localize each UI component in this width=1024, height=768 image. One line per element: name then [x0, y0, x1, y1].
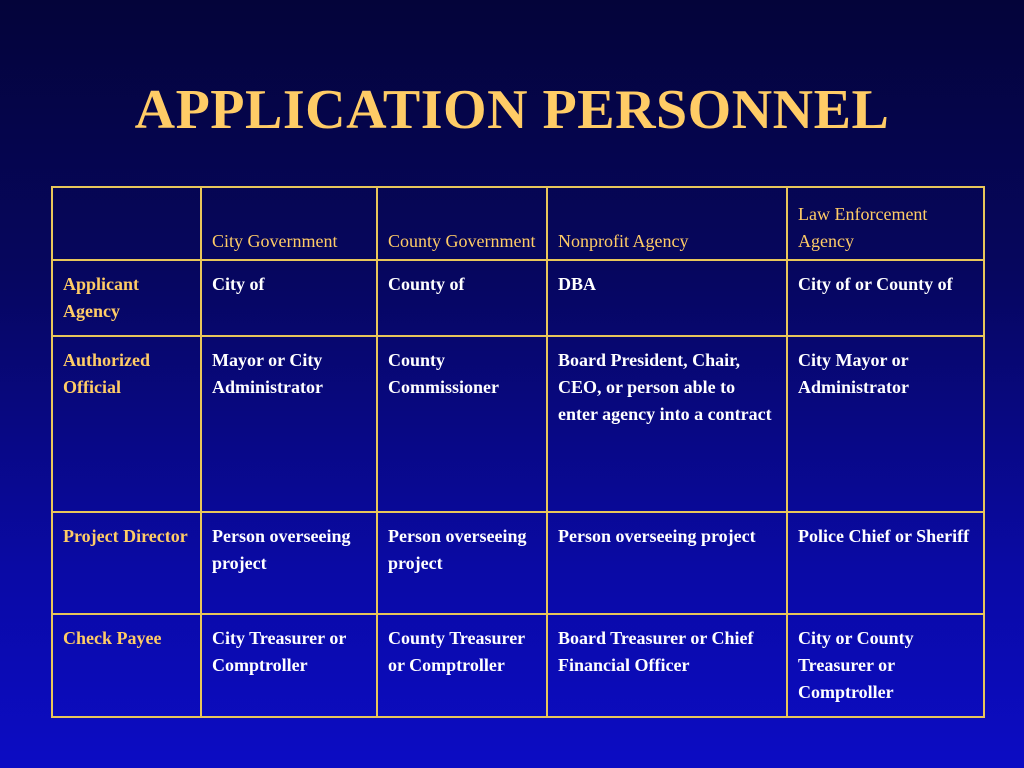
table-cell: City of — [201, 260, 377, 336]
table-cell: Mayor or City Administrator — [201, 336, 377, 512]
table-cell: City of or County of — [787, 260, 984, 336]
column-header-city-government: City Government — [201, 187, 377, 260]
row-header-project-director: Project Director — [52, 512, 201, 614]
table-row — [52, 336, 984, 512]
column-header-county-government: County Government — [377, 187, 547, 260]
row-header-check-payee: Check Payee — [52, 614, 201, 717]
page-title: APPLICATION PERSONNEL — [134, 79, 890, 141]
table-cell: City Mayor or Administrator — [787, 336, 984, 512]
table-cell: City or County Treasurer or Comptroller — [787, 614, 984, 717]
table-cell: County Commissioner — [377, 336, 547, 512]
table-cell: County of — [377, 260, 547, 336]
table-cell: Person overseeing project — [377, 512, 547, 614]
table-cell: City Treasurer or Comptroller — [201, 614, 377, 717]
personnel-table — [51, 186, 985, 718]
row-header-authorized-official: Authorized Official — [52, 336, 201, 512]
table-row — [52, 614, 984, 717]
table-cell: County Treasurer or Comptroller — [377, 614, 547, 717]
table-cell: Police Chief or Sheriff — [787, 512, 984, 614]
table-row — [52, 260, 984, 336]
table-row — [52, 512, 984, 614]
column-header-law-enforcement-agency: Law Enforcement Agency — [787, 187, 984, 260]
table-cell: Person overseeing project — [201, 512, 377, 614]
table-cell: Board President, Chair, CEO, or person able to enter agency into a contract — [547, 336, 787, 512]
table-header-row — [52, 187, 984, 260]
column-header-empty — [52, 187, 201, 260]
row-header-applicant-agency: Applicant Agency — [52, 260, 201, 336]
column-header-nonprofit-agency: Nonprofit Agency — [547, 187, 787, 260]
table-cell: Board Treasurer or Chief Financial Officer — [547, 614, 787, 717]
table-cell: DBA — [547, 260, 787, 336]
table-cell: Person overseeing project — [547, 512, 787, 614]
